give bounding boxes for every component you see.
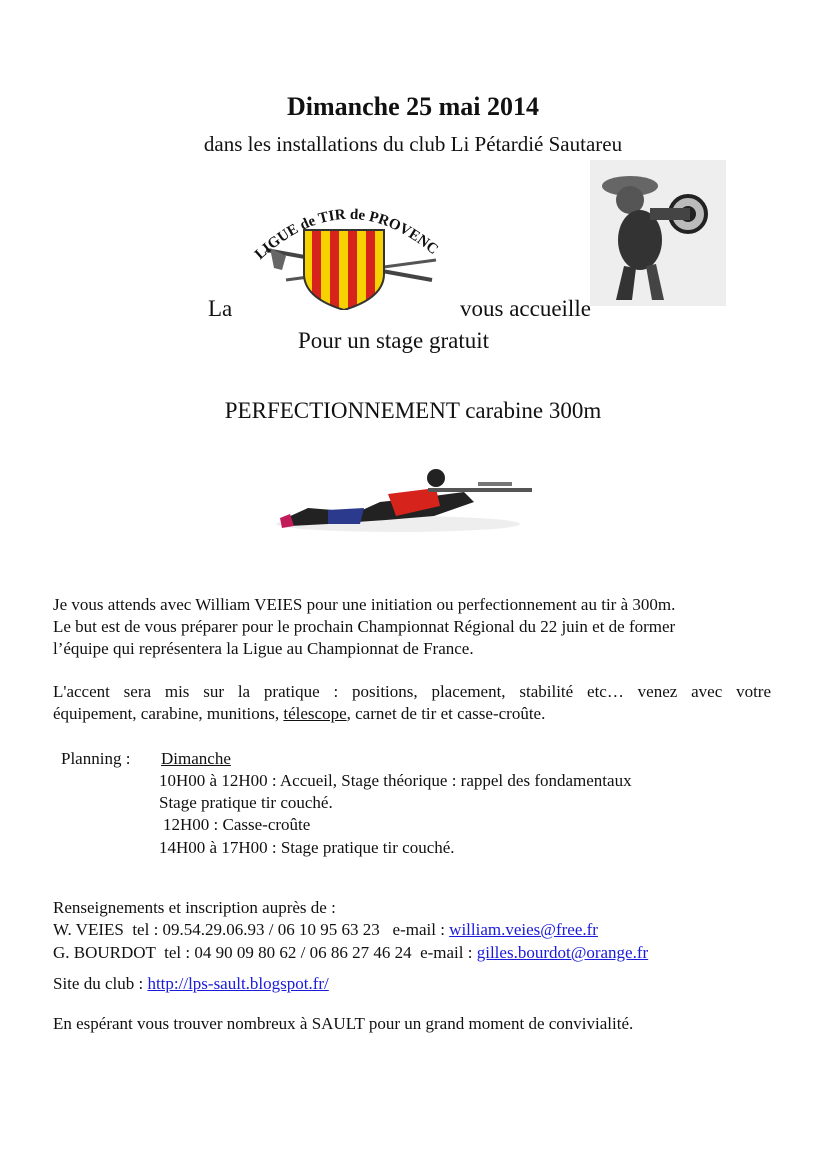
logo-text: LIGUE de TIR de PROVENC (252, 206, 441, 263)
p2-line2-b: , carnet de tir et casse-croûte. (346, 704, 546, 723)
contact-veies (53, 920, 598, 940)
contacts-heading: Renseignements et inscription auprès de : (53, 898, 336, 917)
contact-bourdot-text: G. BOURDOT tel : 04 90 09 80 62 / 06 86 27 46 24 e-mail : (53, 943, 473, 962)
subtitle: dans les installations du club Li Pétardié Sautareu (203, 132, 623, 156)
email-bourdot-link[interactable]: gilles.bourdot@orange.fr (476, 943, 649, 962)
planning-line: 10H00 à 12H00 : Accueil, Stage théorique : rappel des fondamentaux (159, 771, 632, 790)
paragraph-practice (53, 681, 771, 725)
mascot-image (590, 160, 726, 306)
prone-shooter-image (268, 466, 538, 536)
p1-line1: Je vous attends avec William VEIES pour une initiation ou perfectionnement au tir à 300m. (53, 595, 676, 614)
p2-line2 (53, 703, 771, 725)
paragraph-intro (53, 594, 771, 660)
email-veies-link[interactable]: william.veies@free.fr (449, 920, 598, 939)
p2-telescope: télescope (283, 704, 347, 723)
intro-la: La (208, 296, 233, 321)
p2-line1: L'accent sera mis sur la pratique : positions, placement, stabilité etc… venez avec votre (53, 682, 771, 701)
planning-label: Planning : (61, 749, 131, 768)
contact-veies-text: W. VEIES tel : 09.54.29.06.93 / 06 10 95 63 23 e-mail : (53, 920, 445, 939)
page-title: Dimanche 25 mai 2014 (286, 92, 540, 121)
p2-line2-a: équipement, carabine, munitions, (53, 704, 280, 723)
intro-accueille: vous accueille (460, 296, 591, 321)
contact-bourdot (53, 943, 648, 963)
club-site (53, 974, 329, 994)
intro-stage: Pour un stage gratuit (298, 328, 489, 353)
planning-day: Dimanche (161, 749, 231, 768)
planning-line: Stage pratique tir couché. (159, 793, 333, 812)
site-label: Site du club : (53, 974, 144, 993)
site-link[interactable]: http://lps-sault.blogspot.fr/ (147, 974, 329, 993)
p1-line3: l’équipe qui représentera la Ligue au Championnat de France. (53, 639, 474, 658)
closing-text: En espérant vous trouver nombreux à SAULT pour un grand moment de convivialité. (53, 1014, 634, 1033)
planning-line: 14H00 à 17H00 : Stage pratique tir couché. (159, 838, 455, 857)
ligue-logo (246, 190, 442, 310)
headline: PERFECTIONNEMENT carabine 300m (224, 398, 602, 423)
planning-line: 12H00 : Casse-croûte (163, 815, 311, 834)
p1-line2: Le but est de vous préparer pour le prochain Championnat Régional du 22 juin et de former (53, 617, 676, 636)
